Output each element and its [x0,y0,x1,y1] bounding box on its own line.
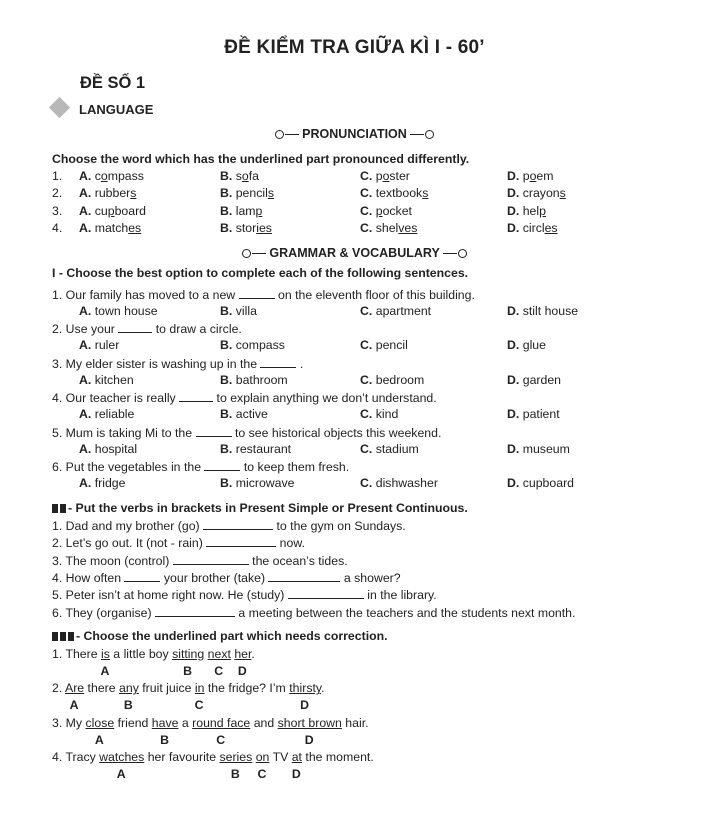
sentence-start: 6. Put the vegetables in the [52,460,205,474]
option-text: cu [94,203,108,218]
option-b [220,186,274,201]
option-letter: D. [507,203,523,218]
sentence-end: to explain anything we don’t understand. [213,391,437,406]
sentence-part: 4. Tracy [52,750,100,765]
option-text: dishwasher [372,476,438,490]
option-text: match [94,220,129,235]
option-text: stor [235,220,257,235]
option-c [360,338,408,353]
option-text: bathroom [232,372,288,387]
option-text: town house [91,304,158,318]
option-letter: C. [360,186,376,201]
option-text: crayon [522,186,560,201]
answer-letter: B [183,664,193,678]
correction-sentence [52,716,369,731]
option-letter: B. [220,220,236,235]
option-d [507,304,578,319]
option-letter: C. [360,407,373,422]
option-letter: A. [79,372,92,387]
ring-icon [425,130,434,139]
option-letter: A. [79,338,92,353]
option-letter: D. [507,169,523,183]
option-letter: C. [360,169,376,183]
option-letter: B. [220,338,233,353]
option-letter: A. [79,169,95,183]
correction-sentence [52,750,374,765]
underlined-part: s [422,186,429,201]
option-d [507,338,546,353]
sentence-part: 4. How often [52,570,125,585]
option-d [507,442,570,457]
option-c [360,169,410,184]
sentence-part: hair. [341,715,369,730]
diamond-icon [49,97,70,118]
sentence-part: . [251,647,255,661]
option-c [360,186,428,201]
pronunciation-heading: PRONUNCIATION [0,127,709,142]
sentence-part: friend [114,715,152,730]
option-text: hel [522,203,540,218]
sentence-part: her favourite [144,750,220,765]
option-letter: D. [507,407,520,422]
part2-heading: - Put the verbs in brackets in Present Simple or Present Continuous. [52,501,468,516]
option-d [507,204,546,219]
option-text: ocket [382,203,412,218]
option-letter: B. [220,407,233,422]
sentence-end: to keep them fresh. [240,460,350,474]
option-letter: C. [360,220,376,235]
option-b [220,221,272,236]
option-text: s [235,169,242,183]
option-letter: B. [220,441,233,456]
underlined-part: o [382,169,390,183]
option-b [220,476,295,491]
underlined-part: sitting [172,647,205,661]
underlined-part: p [255,203,263,218]
option-b [220,407,268,422]
answer-blank [239,287,275,299]
answer-letter: A [69,698,79,713]
answer-blank [268,570,340,582]
underlined-part: watches [99,750,145,765]
option-text: ruler [91,338,120,353]
sentence-part: 2. Let’s go out. It (not - rain) [52,536,207,551]
underlined-part: close [85,715,115,730]
underlined-part: short brown [277,715,342,730]
option-b [220,338,285,353]
option-letter: C. [360,304,373,318]
option-text: stilt house [519,304,579,318]
question-number: 2. [52,186,63,201]
question-number: 4. [52,220,63,235]
option-text: apartment [372,304,432,318]
underlined-part: in [194,681,205,696]
option-letter: A. [79,476,92,490]
sentence-end: to see historical objects this weekend. [231,425,442,440]
answer-blank [288,587,364,599]
underlined-part: o [100,169,108,183]
option-a [79,338,119,353]
option-b [220,169,259,184]
answer-letter: C [194,698,204,713]
option-text: bedroom [372,372,425,387]
option-letter: D. [507,338,520,353]
ring-icon [458,249,467,258]
answer-letter: A [100,664,110,678]
sentence-part: a shower? [340,570,401,585]
sentence-part: 3. My [52,715,86,730]
sentence-part: and [250,715,278,730]
option-b [220,373,288,388]
option-letter: A. [79,220,95,235]
sentence-part: to the gym on Sundays. [273,519,406,533]
option-letter: D. [507,220,523,235]
pronunciation-instruction: Choose the word which has the underlined part pronounced differently. [52,152,470,166]
sentence-part: 1. There [52,647,101,661]
underlined-part: any [119,681,139,696]
option-text: fa [248,169,259,183]
sentence-part: in the library. [363,588,437,603]
verb-question [52,535,305,551]
verb-question [52,553,348,569]
option-a [79,304,158,319]
option-text: shel [375,220,399,235]
sentence-part: now. [276,536,305,551]
option-c [360,476,438,491]
option-text: villa [232,304,257,318]
sentence-part: the ocean’s tides. [248,553,348,568]
answer-letter: A [94,732,104,747]
option-d [507,476,574,491]
answer-blank [260,356,296,368]
answer-letter: C [214,664,224,678]
sentence-start: 4. Our teacher is really [52,391,180,406]
underlined-part: o [529,169,537,183]
sentence-part: there [84,681,120,696]
question-sentence [52,459,349,475]
option-a [79,169,144,184]
option-text: microwave [232,476,295,490]
option-d [507,407,560,422]
option-c [360,221,417,236]
option-a [79,221,141,236]
option-text: kind [372,407,399,422]
sentence-part: 6. They (organise) [52,605,155,620]
option-text: glue [519,338,546,353]
option-letter: A. [79,441,92,456]
option-letter: A. [79,186,95,201]
option-c [360,407,398,422]
sentence-part: a [178,715,193,730]
answer-letter: C [216,732,226,747]
option-b [220,304,257,319]
option-text: ster [389,169,410,183]
underlined-part: es [544,220,558,235]
option-c [360,373,424,388]
underlined-part: series [219,750,253,765]
option-letter: D. [507,304,520,318]
option-d [507,186,566,201]
option-c [360,442,419,457]
option-letter: A. [79,203,95,218]
option-letter: C. [360,338,373,353]
underlined-part: at [291,750,302,765]
underlined-part: thirsty [289,681,322,696]
option-b [220,442,291,457]
option-a [79,186,136,201]
question-sentence [52,425,441,441]
question-sentence [52,321,242,337]
option-text: cupboard [519,476,575,490]
option-d [507,169,554,184]
option-letter: B. [220,476,233,490]
option-letter: C. [360,441,373,456]
option-letter: B. [220,186,236,201]
option-letter: B. [220,169,236,183]
question-sentence [52,390,437,406]
correction-sentence [52,681,325,696]
option-d [507,373,561,388]
sentence-part: a meeting between the teachers and the students next month. [234,605,576,620]
underlined-part: s [267,186,275,201]
option-letter: A. [79,304,92,318]
underlined-part: o [241,169,249,183]
answer-blank [204,459,240,471]
option-letter: D. [507,372,520,387]
underlined-part: have [151,715,179,730]
answer-letter: D [237,664,247,678]
option-letter: C. [360,372,373,387]
sentence-part: 5. Peter isn’t at home right now. He (study) [52,588,288,603]
option-letter: D. [507,476,520,490]
option-a [79,407,134,422]
answer-letter: D [304,732,314,747]
option-text: compass [232,338,285,353]
answer-blank [118,321,152,333]
question-number: 1. [52,169,63,183]
option-text: lam [235,203,256,218]
option-a [79,442,137,457]
sentence-part: the fridge? I’m [204,681,290,696]
underlined-part: p [375,203,383,218]
answer-letter: B [123,698,133,713]
underlined-part: Are [65,681,85,696]
sentence-part: 1. Dad and my brother (go) [52,519,204,533]
question-number: 3. [52,203,63,218]
sentence-part: a little boy [109,647,173,661]
answer-blank [173,553,249,565]
underlined-part: her [234,647,252,661]
option-letter: B. [220,203,236,218]
option-a [79,476,126,491]
part1-heading: I - Choose the best option to complete each of the following sentences. [52,266,469,280]
underlined-part: is [101,647,110,661]
option-text: circl [522,220,545,235]
option-text: hospital [91,441,138,456]
answer-blank [179,390,213,402]
exam-number: ĐỀ SỐ 1 [80,74,146,92]
option-text: p [522,169,530,183]
answer-letter: C [257,767,267,782]
exam-title: ĐỀ KIỂM TRA GIỮA KÌ I - 60’ [224,37,485,58]
ring-icon [275,130,284,139]
answer-blank [196,425,232,437]
sentence-part: 2. [52,681,65,696]
option-letter: B. [220,304,233,318]
sentence-part: the moment. [301,750,374,765]
answer-letter: A [116,767,126,782]
option-letter: A. [79,407,92,422]
verb-question [52,518,406,534]
answer-letter: B [230,767,240,782]
option-c [360,204,412,219]
verb-question [52,570,401,586]
option-text: fridge [91,476,126,490]
underlined-part: s [559,186,566,201]
option-b [220,204,262,219]
verb-question [52,605,575,621]
option-c [360,304,431,319]
sentence-start: 2. Use your [52,322,119,337]
underlined-part: round face [192,715,251,730]
option-text: restaurant [232,441,292,456]
option-text: textbook [375,186,423,201]
option-text: patient [519,407,560,422]
option-a [79,204,146,219]
sentence-end: to draw a circle. [152,322,242,337]
underlined-part: s [130,186,137,201]
sentence-part: TV [269,750,292,765]
option-text: active [232,407,268,422]
sentence-end: on the eleventh floor of this building. [274,288,475,302]
option-text: museum [519,441,570,456]
answer-blank [155,605,235,617]
underlined-part: next [207,647,231,661]
correction-sentence [52,647,255,662]
option-a [79,373,134,388]
answer-letter: B [160,732,170,747]
answer-blank [124,570,160,582]
sentence-part: 3. The moon (control) [52,553,173,568]
answer-letter: D [291,767,301,782]
answer-blank [206,535,276,547]
section-language: LANGUAGE [79,102,154,117]
option-text: rubber [94,186,131,201]
option-letter: B. [220,372,233,387]
option-text: p [375,169,383,183]
question-sentence [52,287,475,303]
verb-question [52,587,437,603]
option-letter: C. [360,203,376,218]
option-text: mpass [107,169,144,183]
option-letter: C. [360,476,373,490]
sentence-end: . [296,356,304,371]
sentence-start: 5. Mum is taking Mi to the [52,425,196,440]
underlined-part: p [539,203,546,218]
sentence-start: 3. My elder sister is washing up in the [52,356,261,371]
option-text: c [94,169,101,183]
option-letter: D. [507,186,523,201]
option-text: garden [519,372,562,387]
option-text: pencil [372,338,408,353]
question-sentence [52,356,303,372]
sentence-start: 1. Our family has moved to a new [52,288,239,302]
sentence-part: . [321,681,325,696]
part3-heading: - Choose the underlined part which needs correction. [52,629,388,644]
option-text: board [114,203,147,218]
underlined-part: p [107,203,115,218]
answer-blank [203,518,273,530]
option-letter: D. [507,441,520,456]
ring-icon [242,249,251,258]
underlined-part: ves [398,220,418,235]
sentence-part: your brother (take) [160,570,269,585]
underlined-part: es [128,220,142,235]
option-text: reliable [91,407,135,422]
option-text: pencil [235,186,268,201]
option-d [507,221,558,236]
sentence-part: fruit juice [138,681,195,696]
answer-letter: D [300,698,310,713]
option-text: kitchen [91,372,134,387]
underlined-part: ies [256,220,272,235]
underlined-part: on [255,750,270,765]
grammar-heading: GRAMMAR & VOCABULARY [0,246,709,261]
option-text: em [536,169,554,183]
option-text: stadium [372,441,419,456]
